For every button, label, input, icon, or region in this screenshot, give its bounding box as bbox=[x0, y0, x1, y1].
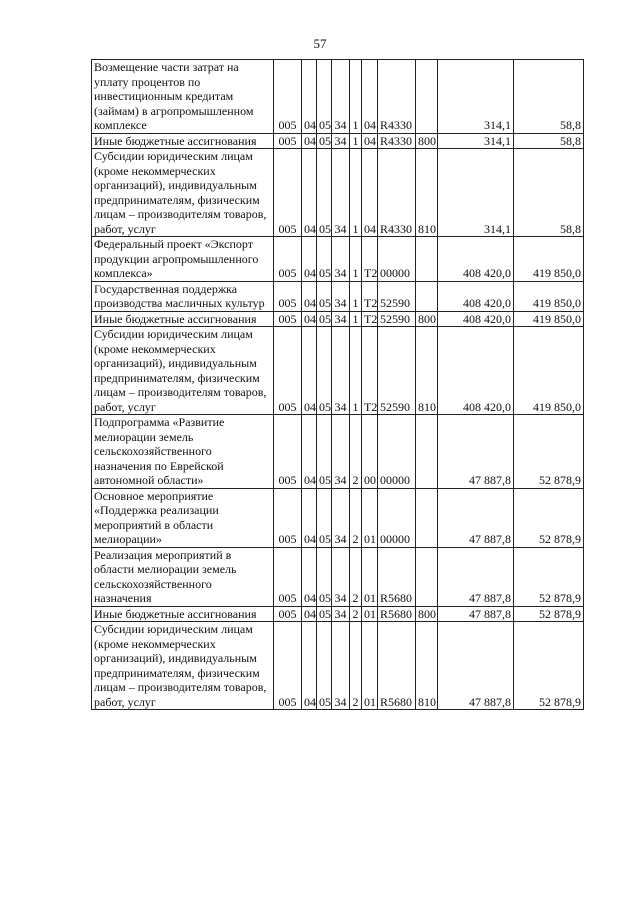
cell-subsection: 05 bbox=[317, 327, 332, 415]
cell-program: 34 bbox=[332, 133, 350, 149]
cell-amount-year-1: 408 420,0 bbox=[438, 281, 514, 311]
cell-amount-year-1: 314,1 bbox=[438, 133, 514, 149]
cell-program: 34 bbox=[332, 311, 350, 327]
table-row bbox=[92, 281, 584, 311]
cell-subprogram: 2 bbox=[350, 488, 362, 547]
cell-name: Государственная поддержка производства масличных культур bbox=[92, 281, 274, 311]
cell-program: 34 bbox=[332, 149, 350, 237]
cell-section: 04 bbox=[302, 237, 317, 282]
cell-activity: 01 bbox=[362, 606, 378, 622]
cell-activity: T2 bbox=[362, 327, 378, 415]
cell-subsection: 05 bbox=[317, 237, 332, 282]
cell-section: 04 bbox=[302, 281, 317, 311]
cell-section: 04 bbox=[302, 327, 317, 415]
cell-ministry-code: 005 bbox=[274, 237, 302, 282]
cell-subsection: 05 bbox=[317, 281, 332, 311]
cell-direction-code: 00000 bbox=[378, 237, 416, 282]
cell-amount-year-1: 314,1 bbox=[438, 60, 514, 134]
cell-expense-type bbox=[416, 415, 438, 489]
cell-amount-year-1: 47 887,8 bbox=[438, 547, 514, 606]
table-row bbox=[92, 547, 584, 606]
cell-direction-code: R5680 bbox=[378, 547, 416, 606]
cell-expense-type bbox=[416, 60, 438, 134]
cell-subprogram: 1 bbox=[350, 133, 362, 149]
cell-subprogram: 2 bbox=[350, 547, 362, 606]
cell-name: Реализация мероприятий в области мелиорации земель сельскохозяйственного назначения bbox=[92, 547, 274, 606]
cell-amount-year-2: 419 850,0 bbox=[514, 237, 584, 282]
cell-section: 04 bbox=[302, 60, 317, 134]
cell-amount-year-1: 47 887,8 bbox=[438, 622, 514, 710]
cell-activity: T2 bbox=[362, 311, 378, 327]
cell-subprogram: 1 bbox=[350, 149, 362, 237]
cell-subsection: 05 bbox=[317, 547, 332, 606]
table-row bbox=[92, 622, 584, 710]
cell-activity: 04 bbox=[362, 133, 378, 149]
page-number: 57 bbox=[313, 36, 327, 51]
cell-name: Иные бюджетные ассигнования bbox=[92, 311, 274, 327]
cell-expense-type bbox=[416, 547, 438, 606]
cell-activity: 04 bbox=[362, 60, 378, 134]
table-row bbox=[92, 488, 584, 547]
cell-name: Субсидии юридическим лицам (кроме некоммерческих организаций), индивидуальным предпринимателям, физическим лицам – производителям товаров, работ, услуг bbox=[92, 622, 274, 710]
cell-ministry-code: 005 bbox=[274, 133, 302, 149]
cell-expense-type bbox=[416, 237, 438, 282]
cell-program: 34 bbox=[332, 60, 350, 134]
cell-amount-year-2: 52 878,9 bbox=[514, 415, 584, 489]
cell-amount-year-2: 58,8 bbox=[514, 149, 584, 237]
cell-name: Возмещение части затрат на уплату процентов по инвестиционным кредитам (займам) в агропромышленном комплексе bbox=[92, 60, 274, 134]
cell-activity: T2 bbox=[362, 237, 378, 282]
cell-activity: 01 bbox=[362, 622, 378, 710]
cell-name: Иные бюджетные ассигнования bbox=[92, 606, 274, 622]
cell-subprogram: 2 bbox=[350, 622, 362, 710]
table-row bbox=[92, 149, 584, 237]
cell-program: 34 bbox=[332, 415, 350, 489]
table-row bbox=[92, 237, 584, 282]
cell-section: 04 bbox=[302, 311, 317, 327]
cell-subprogram: 1 bbox=[350, 327, 362, 415]
cell-amount-year-1: 47 887,8 bbox=[438, 488, 514, 547]
budget-table bbox=[91, 59, 584, 710]
cell-ministry-code: 005 bbox=[274, 281, 302, 311]
cell-subsection: 05 bbox=[317, 149, 332, 237]
cell-amount-year-2: 58,8 bbox=[514, 60, 584, 134]
cell-direction-code: 52590 bbox=[378, 327, 416, 415]
cell-amount-year-2: 419 850,0 bbox=[514, 311, 584, 327]
cell-subprogram: 2 bbox=[350, 415, 362, 489]
cell-direction-code: R4330 bbox=[378, 149, 416, 237]
cell-subsection: 05 bbox=[317, 415, 332, 489]
cell-amount-year-2: 419 850,0 bbox=[514, 327, 584, 415]
table-row bbox=[92, 415, 584, 489]
cell-program: 34 bbox=[332, 606, 350, 622]
cell-ministry-code: 005 bbox=[274, 327, 302, 415]
cell-subsection: 05 bbox=[317, 311, 332, 327]
cell-amount-year-1: 408 420,0 bbox=[438, 327, 514, 415]
cell-direction-code: 52590 bbox=[378, 311, 416, 327]
cell-subsection: 05 bbox=[317, 606, 332, 622]
cell-direction-code: R5680 bbox=[378, 622, 416, 710]
cell-subprogram: 1 bbox=[350, 237, 362, 282]
cell-amount-year-2: 419 850,0 bbox=[514, 281, 584, 311]
cell-direction-code: R5680 bbox=[378, 606, 416, 622]
cell-amount-year-2: 52 878,9 bbox=[514, 622, 584, 710]
cell-program: 34 bbox=[332, 622, 350, 710]
cell-ministry-code: 005 bbox=[274, 606, 302, 622]
cell-subsection: 05 bbox=[317, 488, 332, 547]
cell-program: 34 bbox=[332, 547, 350, 606]
cell-direction-code: R4330 bbox=[378, 60, 416, 134]
cell-amount-year-2: 52 878,9 bbox=[514, 488, 584, 547]
cell-name: Подпрограмма «Развитие мелиорации земель сельскохозяйственного назначения по Еврейской автономной области» bbox=[92, 415, 274, 489]
cell-subsection: 05 bbox=[317, 622, 332, 710]
cell-activity: 01 bbox=[362, 488, 378, 547]
cell-amount-year-2: 52 878,9 bbox=[514, 547, 584, 606]
cell-amount-year-1: 408 420,0 bbox=[438, 237, 514, 282]
cell-amount-year-1: 47 887,8 bbox=[438, 415, 514, 489]
cell-amount-year-1: 47 887,8 bbox=[438, 606, 514, 622]
cell-name: Субсидии юридическим лицам (кроме некоммерческих организаций), индивидуальным предпринимателям, физическим лицам – производителям товаров, работ, услуг bbox=[92, 149, 274, 237]
cell-expense-type: 800 bbox=[416, 606, 438, 622]
cell-expense-type: 800 bbox=[416, 133, 438, 149]
table-row bbox=[92, 60, 584, 134]
cell-expense-type bbox=[416, 488, 438, 547]
table-row bbox=[92, 311, 584, 327]
cell-section: 04 bbox=[302, 547, 317, 606]
cell-activity: 01 bbox=[362, 547, 378, 606]
cell-subsection: 05 bbox=[317, 133, 332, 149]
table-row bbox=[92, 606, 584, 622]
cell-subprogram: 1 bbox=[350, 281, 362, 311]
cell-subprogram: 2 bbox=[350, 606, 362, 622]
cell-activity: 00 bbox=[362, 415, 378, 489]
cell-name: Основное мероприятие «Поддержка реализации мероприятий в области мелиорации» bbox=[92, 488, 274, 547]
cell-section: 04 bbox=[302, 133, 317, 149]
cell-ministry-code: 005 bbox=[274, 547, 302, 606]
cell-direction-code: 00000 bbox=[378, 415, 416, 489]
table-row bbox=[92, 327, 584, 415]
cell-amount-year-1: 408 420,0 bbox=[438, 311, 514, 327]
cell-section: 04 bbox=[302, 606, 317, 622]
table-row bbox=[92, 133, 584, 149]
cell-name: Субсидии юридическим лицам (кроме некоммерческих организаций), индивидуальным предпринимателям, физическим лицам – производителям товаров, работ, услуг bbox=[92, 327, 274, 415]
cell-direction-code: 52590 bbox=[378, 281, 416, 311]
cell-ministry-code: 005 bbox=[274, 622, 302, 710]
cell-amount-year-2: 52 878,9 bbox=[514, 606, 584, 622]
cell-program: 34 bbox=[332, 281, 350, 311]
cell-section: 04 bbox=[302, 149, 317, 237]
cell-ministry-code: 005 bbox=[274, 311, 302, 327]
table-body bbox=[92, 60, 584, 710]
cell-ministry-code: 005 bbox=[274, 60, 302, 134]
cell-program: 34 bbox=[332, 237, 350, 282]
cell-activity: T2 bbox=[362, 281, 378, 311]
cell-expense-type: 810 bbox=[416, 327, 438, 415]
cell-ministry-code: 005 bbox=[274, 488, 302, 547]
cell-expense-type: 810 bbox=[416, 622, 438, 710]
cell-program: 34 bbox=[332, 488, 350, 547]
cell-section: 04 bbox=[302, 415, 317, 489]
cell-program: 34 bbox=[332, 327, 350, 415]
cell-subprogram: 1 bbox=[350, 311, 362, 327]
cell-amount-year-2: 58,8 bbox=[514, 133, 584, 149]
cell-subsection: 05 bbox=[317, 60, 332, 134]
cell-direction-code: R4330 bbox=[378, 133, 416, 149]
cell-amount-year-1: 314,1 bbox=[438, 149, 514, 237]
cell-section: 04 bbox=[302, 488, 317, 547]
cell-ministry-code: 005 bbox=[274, 149, 302, 237]
cell-subprogram: 1 bbox=[350, 60, 362, 134]
cell-expense-type: 810 bbox=[416, 149, 438, 237]
cell-expense-type bbox=[416, 281, 438, 311]
cell-name: Федеральный проект «Экспорт продукции агропромышленного комплекса» bbox=[92, 237, 274, 282]
cell-expense-type: 800 bbox=[416, 311, 438, 327]
cell-activity: 04 bbox=[362, 149, 378, 237]
cell-direction-code: 00000 bbox=[378, 488, 416, 547]
cell-section: 04 bbox=[302, 622, 317, 710]
cell-ministry-code: 005 bbox=[274, 415, 302, 489]
cell-name: Иные бюджетные ассигнования bbox=[92, 133, 274, 149]
